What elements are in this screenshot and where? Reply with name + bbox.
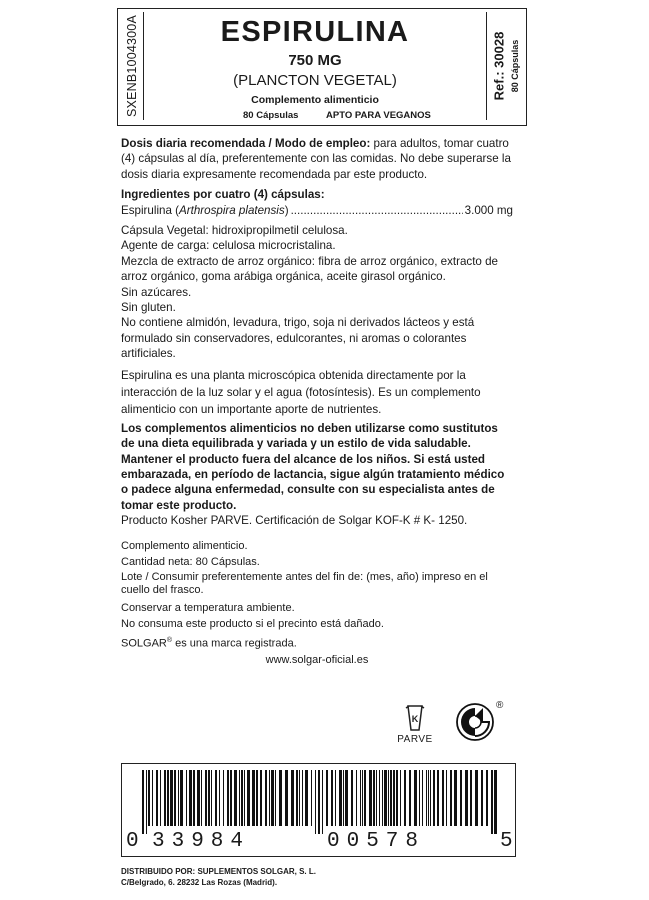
barcode-bar	[315, 770, 316, 834]
barcode-bar	[331, 770, 333, 826]
green-dot-icon	[455, 702, 495, 742]
barcode-bar	[360, 770, 361, 826]
warning-paragraph: Los complementos alimenticios no deben utilizarse como sustitutos de una dieta equilibrada y variada y un estilo de vida saludable. Mantener el producto fuera del alcance de los niños. Si está usted embarazada, en período de lactancia, sigue algún tratamiento médico o padece alguna enfermedad, consulte con su especialista antes de tomar este producto.	[121, 421, 505, 512]
info-line: Lote / Consumir preferentemente antes del fin de: (mes, año) impreso en el cuello del frasco.	[121, 570, 488, 596]
barcode-bar	[426, 770, 427, 826]
barcode-bar	[170, 770, 173, 826]
side-code: SXENB1004300A	[125, 15, 139, 117]
barcode-bar	[299, 770, 300, 826]
barcode-bar	[379, 770, 380, 826]
barcode-bar	[414, 770, 417, 826]
info-line: No consuma este producto si el precinto está dañado.	[121, 618, 384, 631]
barcode-bar	[197, 770, 200, 826]
kosher-parve-logo	[395, 702, 435, 748]
barcode-bar	[460, 770, 462, 826]
product-dose: 750 MG	[288, 52, 342, 69]
barcode-bar	[396, 770, 398, 826]
barcode-bar	[201, 770, 202, 826]
barcode-bar	[356, 770, 357, 826]
barcode-bar	[142, 770, 144, 834]
barcode-bar	[475, 770, 478, 826]
barcode-bar	[302, 770, 303, 826]
barcode-bar	[326, 770, 328, 826]
barcode-bar	[446, 770, 447, 826]
barcode-bar	[305, 770, 308, 826]
barcode	[121, 763, 516, 857]
barcode-bar	[322, 770, 323, 834]
barcode-bar	[223, 770, 224, 826]
barcode-digit: 5	[500, 830, 513, 853]
barcode-bar	[227, 770, 229, 826]
barcode-bar	[279, 770, 282, 826]
barcode-bar	[285, 770, 288, 826]
barcode-bar	[351, 770, 353, 826]
barcode-bar	[180, 770, 183, 826]
barcode-bar	[239, 770, 240, 826]
reference-capsules: 80 Cápsulas	[510, 39, 520, 93]
recycling-green-dot-logo	[455, 702, 495, 742]
barcode-bar	[241, 770, 243, 826]
barcode-digit: 00578	[327, 830, 426, 853]
ingredient-line: Sin azúcares.	[121, 285, 192, 299]
barcode-bar	[465, 770, 468, 826]
barcode-bar	[422, 770, 423, 826]
barcode-bar	[430, 770, 431, 826]
barcode-bar	[364, 770, 366, 826]
barcode-bar	[376, 770, 377, 826]
barcode-bar	[450, 770, 452, 826]
dosage-text: para adultos, tomar cuatro (4) cápsulas al día, preferentemente con las comidas. No debe superarse la dosis diaria expresamente recomendada par este producto.	[121, 137, 511, 181]
ingredients-heading: Ingredientes por cuatro (4) cápsulas:	[121, 188, 325, 202]
barcode-bar	[400, 770, 401, 826]
barcode-bar	[373, 770, 375, 826]
side-code-box	[121, 12, 144, 120]
ingredient-line: Agente de carga: celulosa microcristalina.	[121, 239, 336, 253]
dosage-label: Dosis diaria recomendada / Modo de empleo:	[121, 137, 371, 150]
barcode-bar	[189, 770, 192, 826]
barcode-bar	[256, 770, 258, 826]
distributor-info	[121, 866, 316, 888]
dosage-paragraph	[121, 136, 513, 182]
barcode-bar	[390, 770, 392, 826]
dot-leader	[291, 203, 463, 218]
barcode-bar	[486, 770, 488, 826]
label-text	[121, 136, 513, 668]
ingredient-row	[121, 203, 513, 218]
barcode-bar	[384, 770, 387, 826]
ingredient-latin-name: Arthrospira platensis	[179, 203, 285, 217]
registered-mark: ®	[496, 700, 504, 711]
parve-label: PARVE	[397, 734, 433, 745]
barcode-bar	[208, 770, 210, 826]
ingredient-line: Mezcla de extracto de arroz orgánico: fibra de arroz orgánico, extracto de arroz orgánico, goma arábiga orgánica, aceite girasol orgánico.	[121, 254, 498, 284]
barcode-bar	[345, 770, 348, 826]
product-category: Complemento alimenticio	[251, 94, 379, 106]
vegan-label: APTO PARA VEGANOS	[326, 110, 431, 121]
info-line: Cantidad neta: 80 Cápsulas.	[121, 556, 260, 569]
barcode-digit: 33984	[152, 830, 251, 853]
barcode-bar	[174, 770, 176, 826]
barcode-bar	[369, 770, 372, 826]
reference-box	[486, 12, 525, 120]
website-url: www.solgar-oficial.es	[265, 653, 369, 666]
barcode-bar	[437, 770, 439, 826]
barcode-bar	[205, 770, 207, 826]
svg-text:K: K	[411, 714, 419, 724]
barcode-bar	[343, 770, 344, 826]
ingredient-line: Sin gluten.	[121, 301, 176, 315]
barcode-bar	[211, 770, 212, 826]
barcode-digits	[122, 830, 517, 856]
barcode-bar	[152, 770, 153, 826]
barcode-bar	[193, 770, 195, 826]
barcode-bar	[156, 770, 158, 826]
barcode-bar	[311, 770, 312, 826]
barcode-bar	[296, 770, 298, 826]
barcode-bar	[433, 770, 435, 826]
barcode-bar	[146, 770, 147, 834]
barcode-bars	[142, 770, 497, 834]
barcode-bar	[291, 770, 294, 826]
info-line: Complemento alimenticio.	[121, 539, 248, 552]
distributor-line: DISTRIBUIDO POR: SUPLEMENTOS SOLGAR, S. L.	[121, 867, 316, 876]
barcode-bar	[234, 770, 237, 826]
info-line: Conservar a temperatura ambiente.	[121, 601, 295, 614]
capsule-count: 80 Cápsulas	[243, 110, 299, 121]
barcode-bar	[335, 770, 336, 826]
barcode-bar	[148, 770, 150, 826]
barcode-bar	[186, 770, 187, 826]
barcode-bar	[393, 770, 395, 826]
trademark-line: SOLGAR® es una marca registrada.	[121, 636, 297, 650]
barcode-bar	[491, 770, 493, 834]
product-title: ESPIRULINA	[220, 16, 410, 48]
barcode-bar	[362, 770, 363, 826]
description-paragraph: Espirulina es una planta microscópica obtenida directamente por la interacción de la luz solar y el agua (fotosíntesis). Es un complemento alimenticio con un importante aporte de nutrientes.	[121, 368, 481, 416]
kosher-icon	[395, 702, 435, 734]
barcode-bar	[269, 770, 270, 826]
ingredient-line: No contiene almidón, levadura, trigo, soja ni derivados lácteos y está formulado sin conservadores, edulcorantes, ni aromas o colorantes artificiales.	[121, 316, 475, 361]
barcode-bar	[404, 770, 406, 826]
barcode-bar	[260, 770, 262, 826]
barcode-bar	[230, 770, 232, 826]
barcode-bar	[409, 770, 411, 826]
ingredient-name: Espirulina (Arthrospira platensis)	[121, 203, 289, 217]
barcode-bar	[244, 770, 245, 826]
barcode-bar	[428, 770, 429, 826]
barcode-bar	[252, 770, 255, 826]
barcode-bar	[219, 770, 220, 826]
barcode-bar	[247, 770, 250, 826]
kosher-certification: Producto Kosher PARVE. Certificación de Solgar KOF-K # K- 1250.	[121, 514, 468, 528]
barcode-bar	[167, 770, 169, 826]
barcode-bar	[481, 770, 483, 826]
product-subtitle: (PLANCTON VEGETAL)	[233, 72, 397, 89]
ingredient-amount: 3.000 mg	[464, 203, 513, 217]
ingredient-line: Cápsula Vegetal: hidroxipropilmetil celulosa.	[121, 224, 348, 238]
barcode-bar	[494, 770, 497, 834]
barcode-bar	[271, 770, 274, 826]
reference-number: Ref.: 30028	[491, 31, 507, 101]
barcode-bar	[164, 770, 166, 826]
barcode-bar	[419, 770, 420, 826]
barcode-bar	[275, 770, 276, 826]
barcode-bar	[160, 770, 161, 826]
barcode-bar	[178, 770, 179, 826]
barcode-bar	[265, 770, 267, 826]
barcode-bar	[470, 770, 472, 826]
barcode-bar	[442, 770, 444, 826]
barcode-digit: 0	[126, 830, 139, 853]
barcode-bar	[388, 770, 389, 826]
barcode-bar	[382, 770, 383, 826]
distributor-address: C/Belgrado, 6. 28232 Las Rozas (Madrid).	[121, 878, 278, 887]
barcode-bar	[339, 770, 342, 826]
barcode-bar	[318, 770, 320, 834]
barcode-bar	[215, 770, 217, 826]
barcode-bar	[454, 770, 457, 826]
